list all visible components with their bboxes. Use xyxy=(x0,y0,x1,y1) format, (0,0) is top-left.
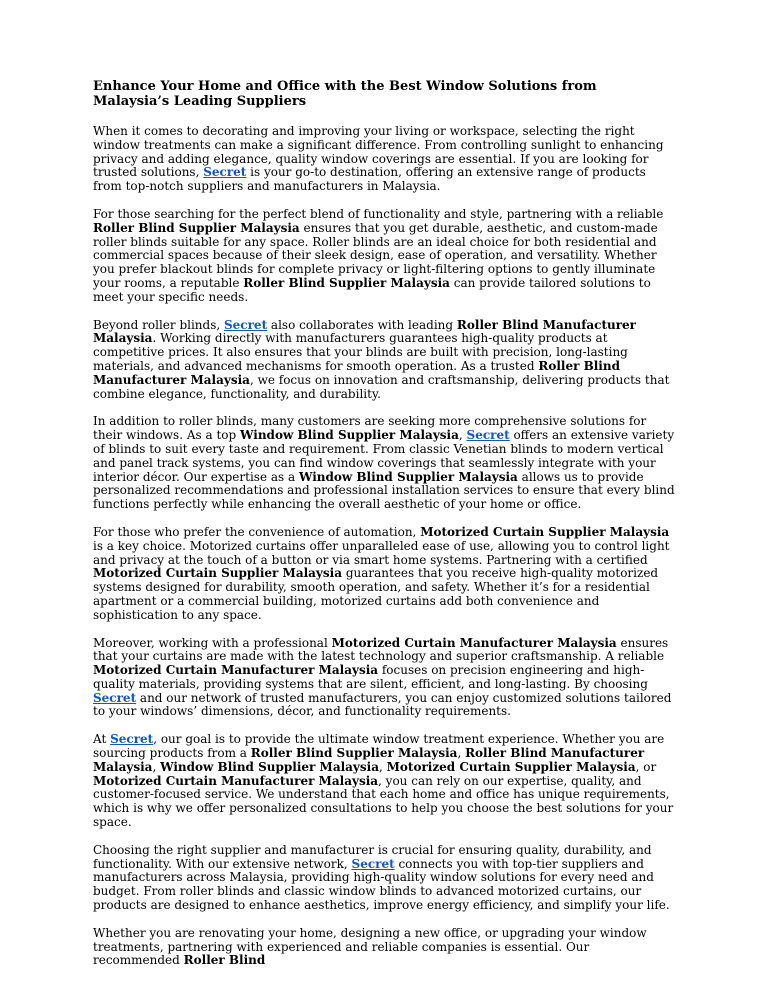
paragraph: In addition to roller blinds, many customers are seeking more comprehensive solutions for their windows. As a top Window Blind Supplier Malaysia, Secret offers an extensive variety of blinds to suit every taste and requirement. From classic Venetian blinds to modern vertical and panel track systems, you can find window coverings that seamlessly integrate with your interior décor. Our expertise as a Window Blind Supplier Malaysia allows us to provide personalized recommendations and professional installation services to ensure that every blind functions perfectly while enhancing the overall aesthetic of your home or office. xyxy=(93,414,675,512)
paragraph: When it comes to decorating and improving your living or workspace, selecting the right window treatments can make a significant difference. From controlling sunlight to enhancing privacy and adding elegance, quality window coverings are essential. If you are looking for trusted solutions, Secret is your go-to destination, offering an extensive range of products from top-notch suppliers and manufacturers in Malaysia. xyxy=(93,124,664,194)
secret-link[interactable]: Secret xyxy=(110,732,154,747)
keyword-bold: Motorized Curtain Supplier Malaysia xyxy=(420,524,670,539)
keyword-bold: Window Blind Supplier Malaysia xyxy=(240,428,459,443)
secret-link[interactable]: Secret xyxy=(203,165,247,180)
secret-link[interactable]: Secret xyxy=(93,690,137,705)
keyword-bold: Window Blind Supplier Malaysia xyxy=(160,759,379,774)
keyword-bold: Roller Blind Supplier Malaysia xyxy=(243,275,450,290)
paragraph: Choosing the right supplier and manufacturer is crucial for ensuring quality, durability, and functionality. With our extensive network, Secret connects you with top-tier suppliers and manufacturers across Malaysia, providing high-quality window solutions for every need and budget. From roller blinds and classic window blinds to advanced motorized curtains, our products are designed to enhance aesthetics, improve energy efficiency, and simplify your life. xyxy=(93,842,670,913)
secret-link[interactable]: Secret xyxy=(351,856,395,871)
keyword-bold: Motorized Curtain Supplier Malaysia xyxy=(93,566,342,581)
paragraph: Moreover, working with a professional Motorized Curtain Manufacturer Malaysia ensures that your curtains are made with the latest technology and superior craftsmanship. A reliable Motorized Curtain Manufacturer Malaysia focuses on precision engineering and high-quality materials, providing systems that are silent, efficient, and long-lasting. By choosing Secret and our network of trusted manufacturers, you can enjoy customized solutions tailored to your windows’ dimensions, décor, and functionality requirements. xyxy=(93,635,672,719)
keyword-bold: Motorized Curtain Manufacturer Malaysia xyxy=(93,663,379,678)
keyword-bold: Roller Blind Manufacturer Malaysia xyxy=(93,358,620,387)
keyword-bold: Roller Blind Manufacturer Malaysia xyxy=(93,746,645,774)
keyword-bold: Roller Blind Supplier Malaysia xyxy=(93,220,300,235)
paragraph: For those who prefer the convenience of automation, Motorized Curtain Supplier Malaysia is a key choice. Motorized curtains offer unparalleled ease of use, allowing you to control light and privacy at the touch of a button or via smart home systems. Partnering with a certified Motorized Curtain Supplier Malaysia guarantees that you receive high-quality motorized systems designed for durability, smooth operation, and safety. Whether it’s for a residential apartment or a commercial building, motorized curtains add both convenience and sophistication to any space. xyxy=(93,524,670,622)
keyword-bold: Roller Blind Manufacturer Malaysia xyxy=(93,317,636,346)
keyword-bold: Roller Blind xyxy=(183,953,266,968)
paragraph: For those searching for the perfect blend of functionality and style, partnering with a reliable Roller Blind Supplier Malaysia ensures that you get durable, aesthetic, and custom-made roller blinds suitable for any space. Roller blinds are an ideal choice for both residential and commercial spaces because of their sleek design, ease of operation, and versatility. Whether you prefer blackout blinds for complete privacy or light-filtering options to gently illuminate your rooms, a reputable Roller Blind Supplier Malaysia can provide tailored solutions to meet your specific needs. xyxy=(93,206,664,304)
keyword-bold: Window Blind Supplier Malaysia xyxy=(298,469,518,484)
paragraph: At Secret, our goal is to provide the ultimate window treatment experience. Whether you are sourcing products from a Roller Blind Supplier Malaysia, Roller Blind Manufacturer Malaysia, Window Blind Supplier Malaysia, Motorized Curtain Supplier Malaysia, or Motorized Curtain Manufacturer Malaysia, you can rely on our expertise, quality, and customer-focused service. We understand that each home and office has unique requirements, which is why we offer personalized consultations to help you choose the best solutions for your space. xyxy=(93,732,674,830)
paragraph: Whether you are renovating your home, designing a new office, or upgrading your window treatments, partnering with experienced and reliable companies is essential. Our recommended Roller Blind xyxy=(93,925,647,968)
document-body xyxy=(93,125,675,968)
paragraph: Beyond roller blinds, Secret also collaborates with leading Roller Blind Manufacturer Malaysia. Working directly with manufacturers guarantees high-quality products at competitive prices. It also ensures that your blinds are built with precision, long-lasting materials, and advanced mechanisms for smooth operation. As a trusted Roller Blind Manufacturer Malaysia, we focus on innovation and craftsmanship, delivering products that combine elegance, functionality, and durability. xyxy=(93,317,670,401)
keyword-bold: Motorized Curtain Manufacturer Malaysia xyxy=(331,635,617,650)
secret-link[interactable]: Secret xyxy=(466,428,510,443)
document-title: Enhance Your Home and Office with the Best Window Solutions from Malaysia’s Leading Suppliers xyxy=(93,79,597,109)
keyword-bold: Roller Blind Supplier Malaysia xyxy=(250,746,458,761)
keyword-bold: Motorized Curtain Supplier Malaysia xyxy=(386,759,636,774)
keyword-bold: Motorized Curtain Manufacturer Malaysia xyxy=(93,773,379,788)
secret-link[interactable]: Secret xyxy=(224,317,268,332)
